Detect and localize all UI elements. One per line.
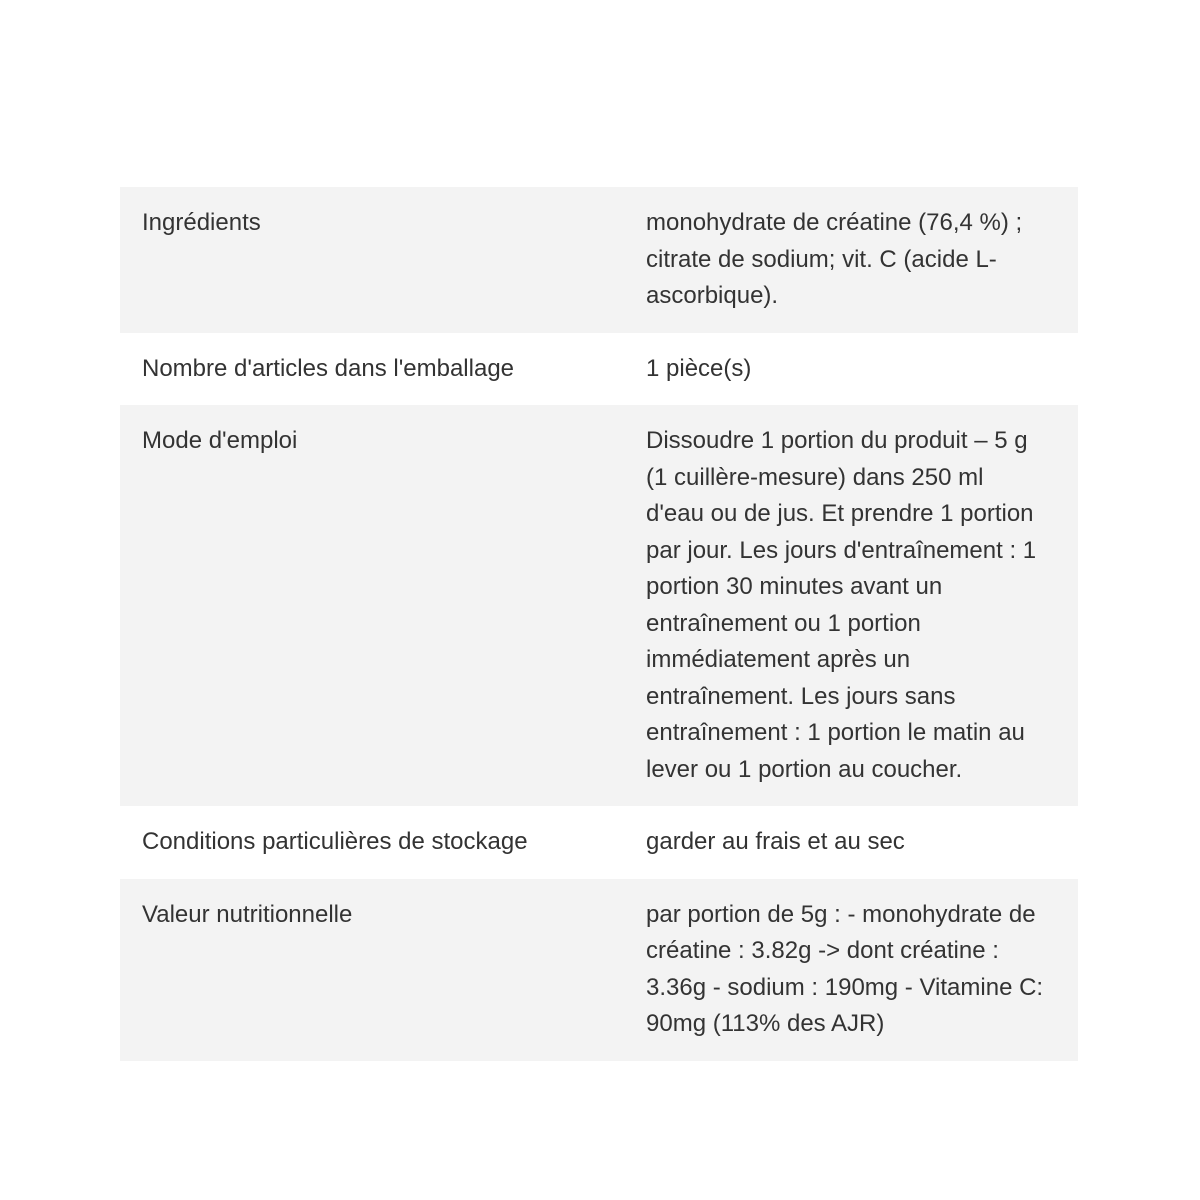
product-specifications-table — [120, 187, 1078, 1061]
spec-value: Dissoudre 1 portion du produit – 5 g (1 cuillère-mesure) dans 250 ml d'eau ou de jus. Et prendre 1 portion par jour. Les jours d'entraînement : 1 portion 30 minutes avant un entraînement ou 1 portion immédiatement après un entraînement. Les jours sans entraînement : 1 portion le matin au lever ou 1 portion au coucher. — [646, 427, 1037, 783]
spec-label: Nombre d'articles dans l'emballage — [142, 354, 515, 382]
spec-row-storage — [120, 806, 1078, 879]
spec-label: Ingrédients — [142, 209, 261, 236]
spec-row-directions — [120, 405, 1078, 806]
spec-row-item-count — [120, 333, 1078, 406]
spec-label: Mode d'emploi — [142, 427, 298, 454]
spec-row-nutrition — [120, 879, 1078, 1061]
spec-value: garder au frais et au sec — [646, 828, 905, 855]
spec-label: Valeur nutritionnelle — [142, 900, 353, 928]
spec-label: Conditions particulières de stockage — [142, 828, 528, 855]
spec-value: monohydrate de créatine (76,4 %) ; citrate de sodium; vit. C (acide L-ascorbique). — [646, 209, 1023, 309]
spec-value: 1 pièce(s) — [646, 354, 752, 382]
spec-row-ingredients — [120, 187, 1078, 333]
spec-value: par portion de 5g : - monohydrate de créatine : 3.82g -> dont créatine : 3.36g - sodium : 190mg - Vitamine C: 90mg (113% des AJR) — [646, 900, 1044, 1037]
